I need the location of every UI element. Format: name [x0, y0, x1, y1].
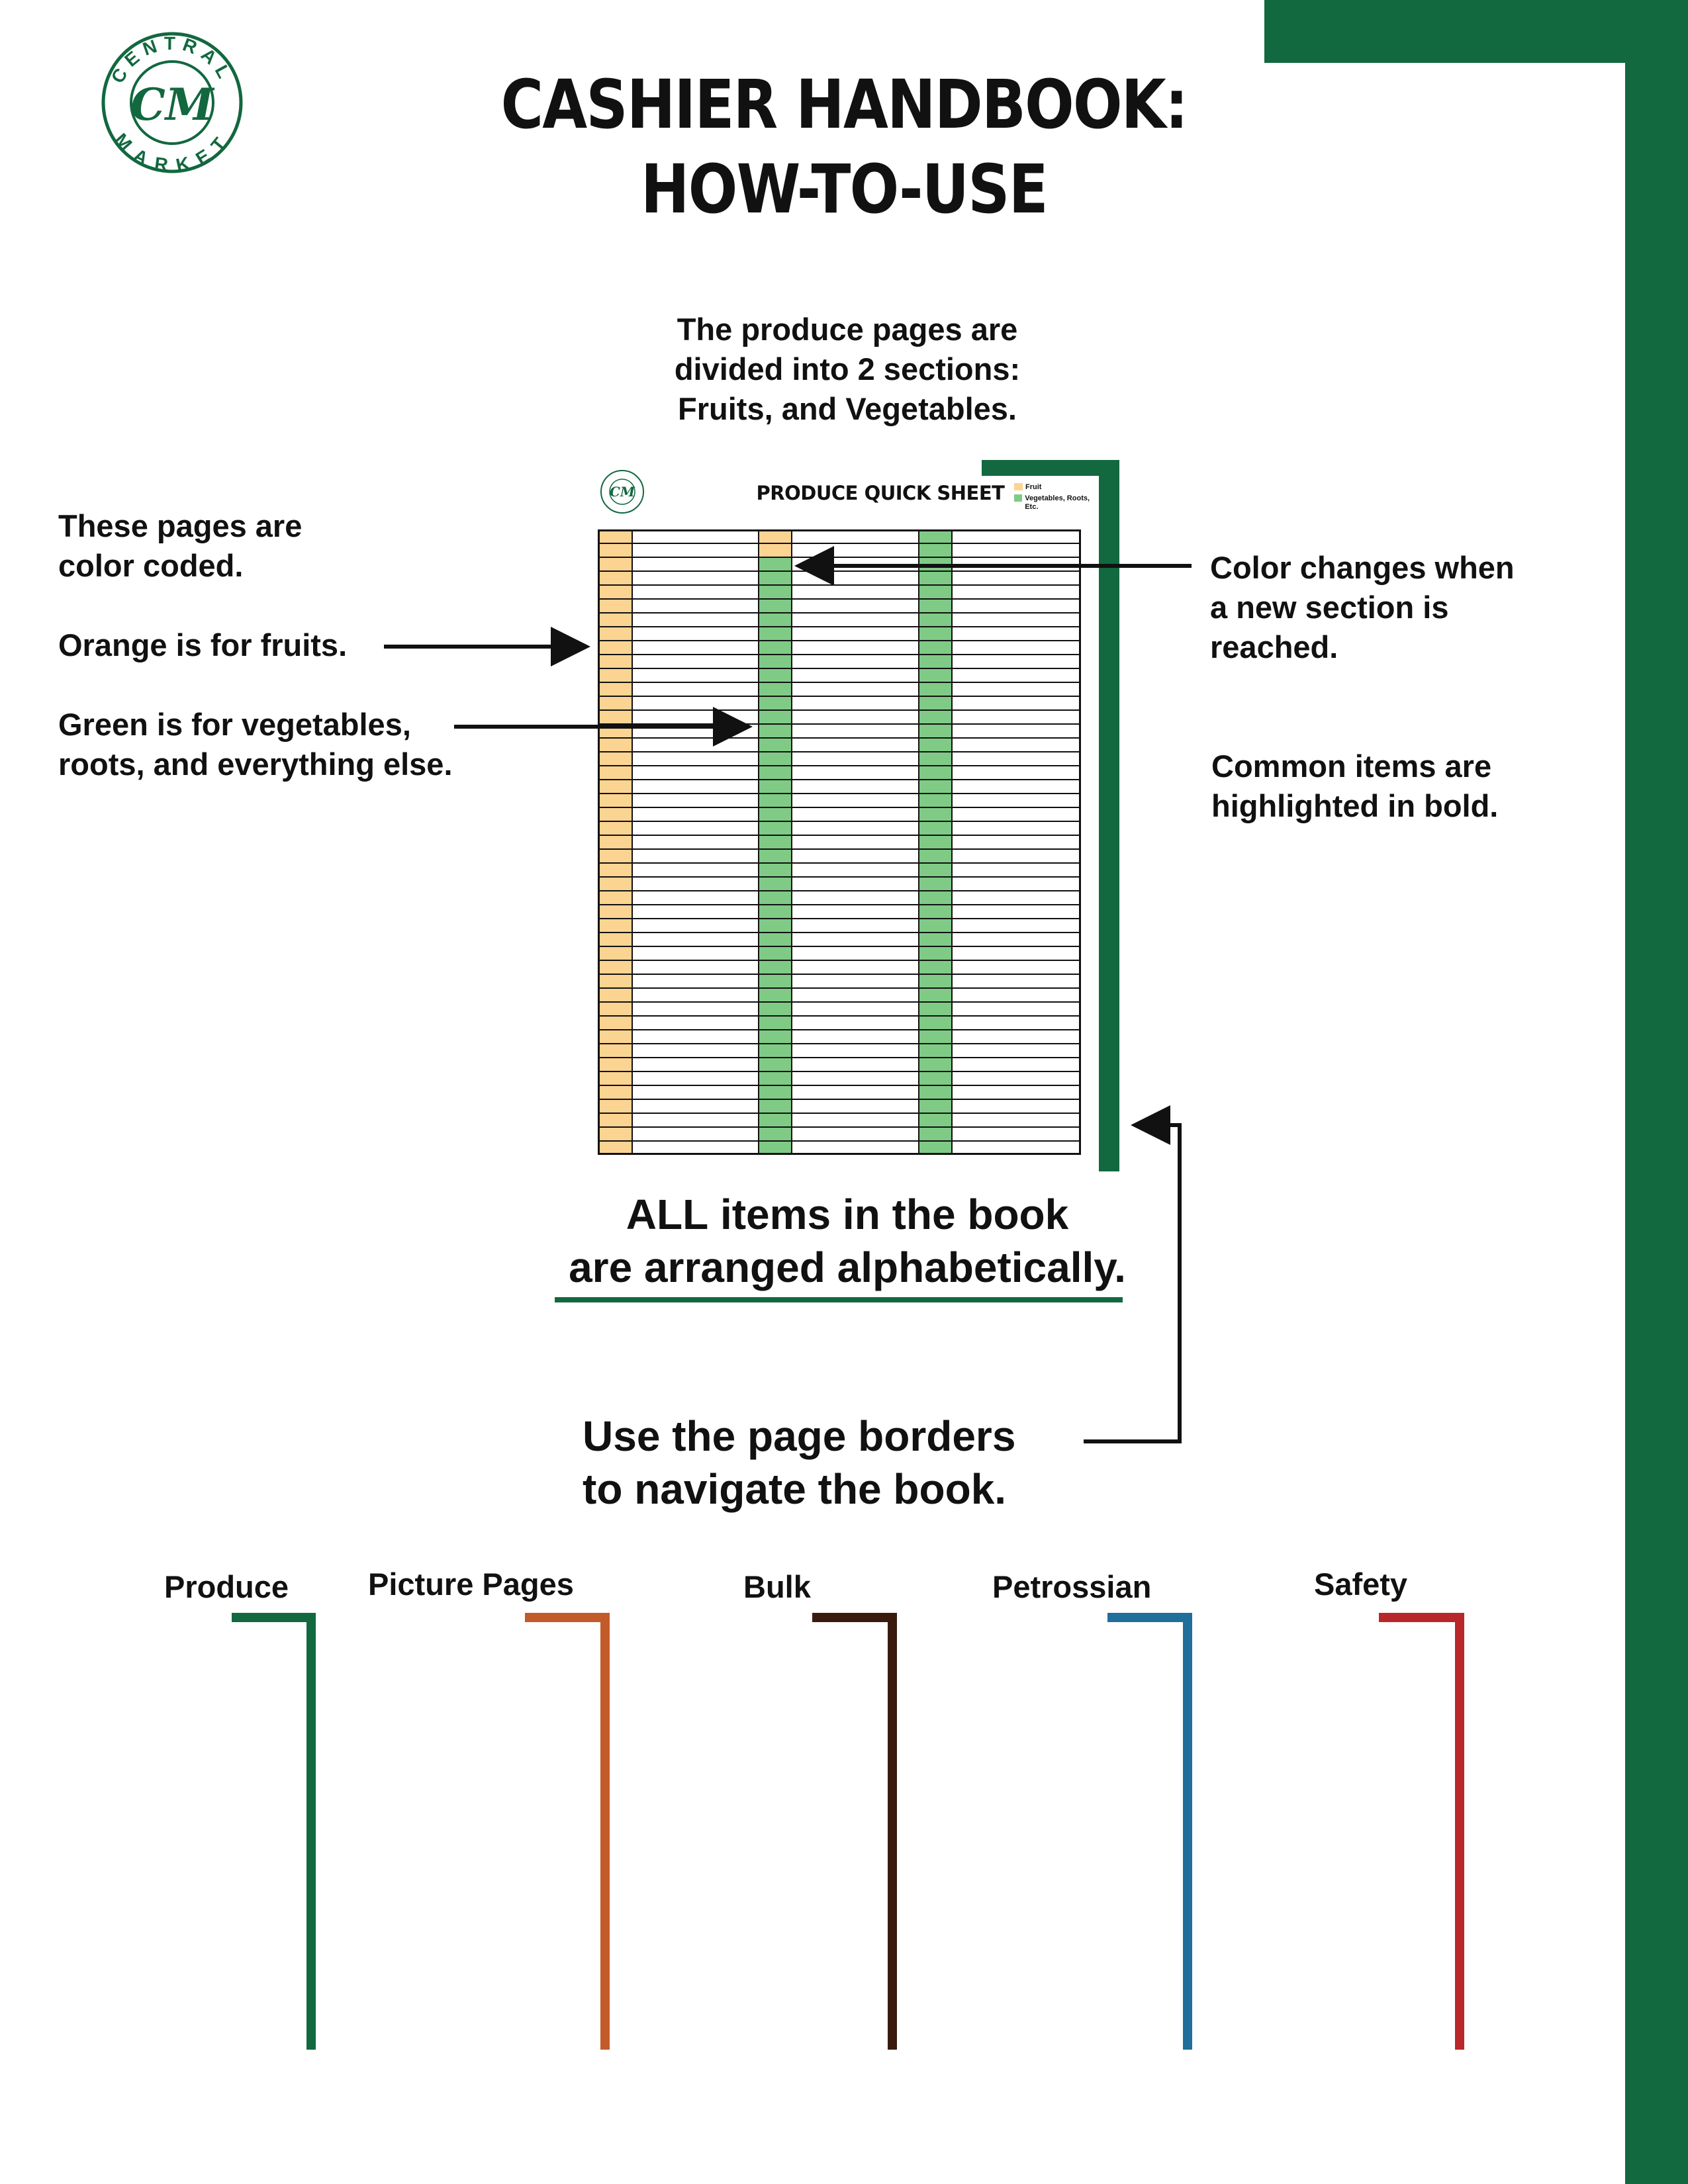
border-sample-produce-top [232, 1613, 316, 1622]
border-sample-produce-side [306, 1613, 316, 2050]
border-label-produce: Produce [164, 1569, 289, 1604]
legend-label-fruit: Fruit [1025, 483, 1042, 491]
navigation-note [583, 1410, 1086, 1516]
thumbnail-table [598, 529, 1081, 1155]
border-sample-picture-pages-side [600, 1613, 610, 2050]
green-rest: is for vegetables, [148, 707, 411, 742]
border-sample-picture-pages-top [525, 1613, 610, 1622]
alphabetical-rest: items in the book [708, 1191, 1069, 1238]
page-title [460, 63, 1229, 232]
border-sample-petrossian-side [1183, 1613, 1192, 2050]
green-note-line-2: roots, and everything else. [58, 747, 453, 782]
title-line-2: HOW-TO-USE [641, 150, 1047, 229]
green-word: Green [58, 707, 148, 742]
border-sample-petrossian-top [1107, 1613, 1192, 1622]
border-label-safety: Safety [1314, 1567, 1408, 1602]
green-note [58, 705, 535, 745]
border-sample-safety-side [1455, 1613, 1464, 2050]
intro-line-3: Fruits, and Vegetables. [678, 391, 1017, 426]
navigation-line-1: Use the page borders [583, 1412, 1016, 1460]
common-prefix: highlighted in [1211, 788, 1425, 823]
border-label-petrossian: Petrossian [992, 1569, 1152, 1604]
svg-text:CM: CM [609, 484, 635, 500]
thumbnail-logo [599, 469, 645, 515]
intro-line-1: The produce pages are [677, 312, 1018, 347]
title-line-1: CASHIER HANDBOOK: [500, 66, 1188, 144]
common-bold-word: bold [1424, 788, 1490, 823]
border-sample-bulk-side [888, 1613, 897, 2050]
border-label-bulk: Bulk [743, 1569, 811, 1604]
thumb-fruit-column [598, 529, 632, 1155]
orange-word: Orange [58, 627, 167, 662]
common-suffix: . [1489, 788, 1499, 823]
thumbnail-title: PRODUCE QUICK SHEET [756, 482, 1005, 504]
page-border-right [1625, 0, 1688, 2184]
border-label-picture-pages: Picture Pages [368, 1567, 574, 1602]
intro-text [616, 310, 1079, 429]
thumb-veg-column-col2 [759, 557, 792, 1155]
alphabetical-note [516, 1188, 1178, 1294]
common-line-1: Common items are [1211, 749, 1492, 784]
all-word: ALL [626, 1191, 709, 1238]
central-market-logo [99, 30, 245, 175]
logo-monogram: CM [130, 79, 214, 130]
legend-item-vegetables [1014, 494, 1100, 512]
color-coded-line-2: color coded. [58, 548, 244, 583]
color-code-notes [58, 506, 535, 784]
color-change-note [1210, 548, 1581, 667]
svg-text:MARKET [111, 129, 234, 175]
alphabetical-line-1 [516, 1188, 1178, 1241]
alphabetical-line-2: are arranged alphabetically. [569, 1244, 1126, 1291]
page-border-top [1264, 0, 1688, 63]
orange-rest: is for fruits. [167, 627, 348, 662]
color-coded-line-1: These pages are [58, 508, 303, 543]
thumb-veg-column-col3 [919, 529, 952, 1155]
border-sample-bulk-top [812, 1613, 897, 1622]
logo-ring-text-top: CENTRAL [107, 32, 238, 87]
color-change-line-2: a new section is [1210, 590, 1449, 625]
navigation-line-2: to navigate the book. [583, 1465, 1007, 1513]
thumbnail-legend [1014, 483, 1100, 514]
legend-item-fruit [1014, 483, 1100, 492]
common-items-note [1211, 747, 1582, 826]
thumb-table-outline [599, 531, 1080, 1154]
logo-ring-text-bottom: MARKET [111, 129, 234, 175]
color-change-line-1: Color changes when [1210, 550, 1515, 585]
orange-note [58, 625, 535, 665]
color-change-line-3: reached. [1210, 629, 1338, 664]
border-sample-safety-top [1379, 1613, 1464, 1622]
intro-line-2: divided into 2 sections: [674, 351, 1021, 387]
legend-label-vegetables: Vegetables, Roots, Etc. [1025, 494, 1090, 511]
alphabetical-underline [555, 1297, 1123, 1302]
thumbnail-border-right [1099, 460, 1119, 1171]
common-line-2 [1211, 786, 1582, 826]
